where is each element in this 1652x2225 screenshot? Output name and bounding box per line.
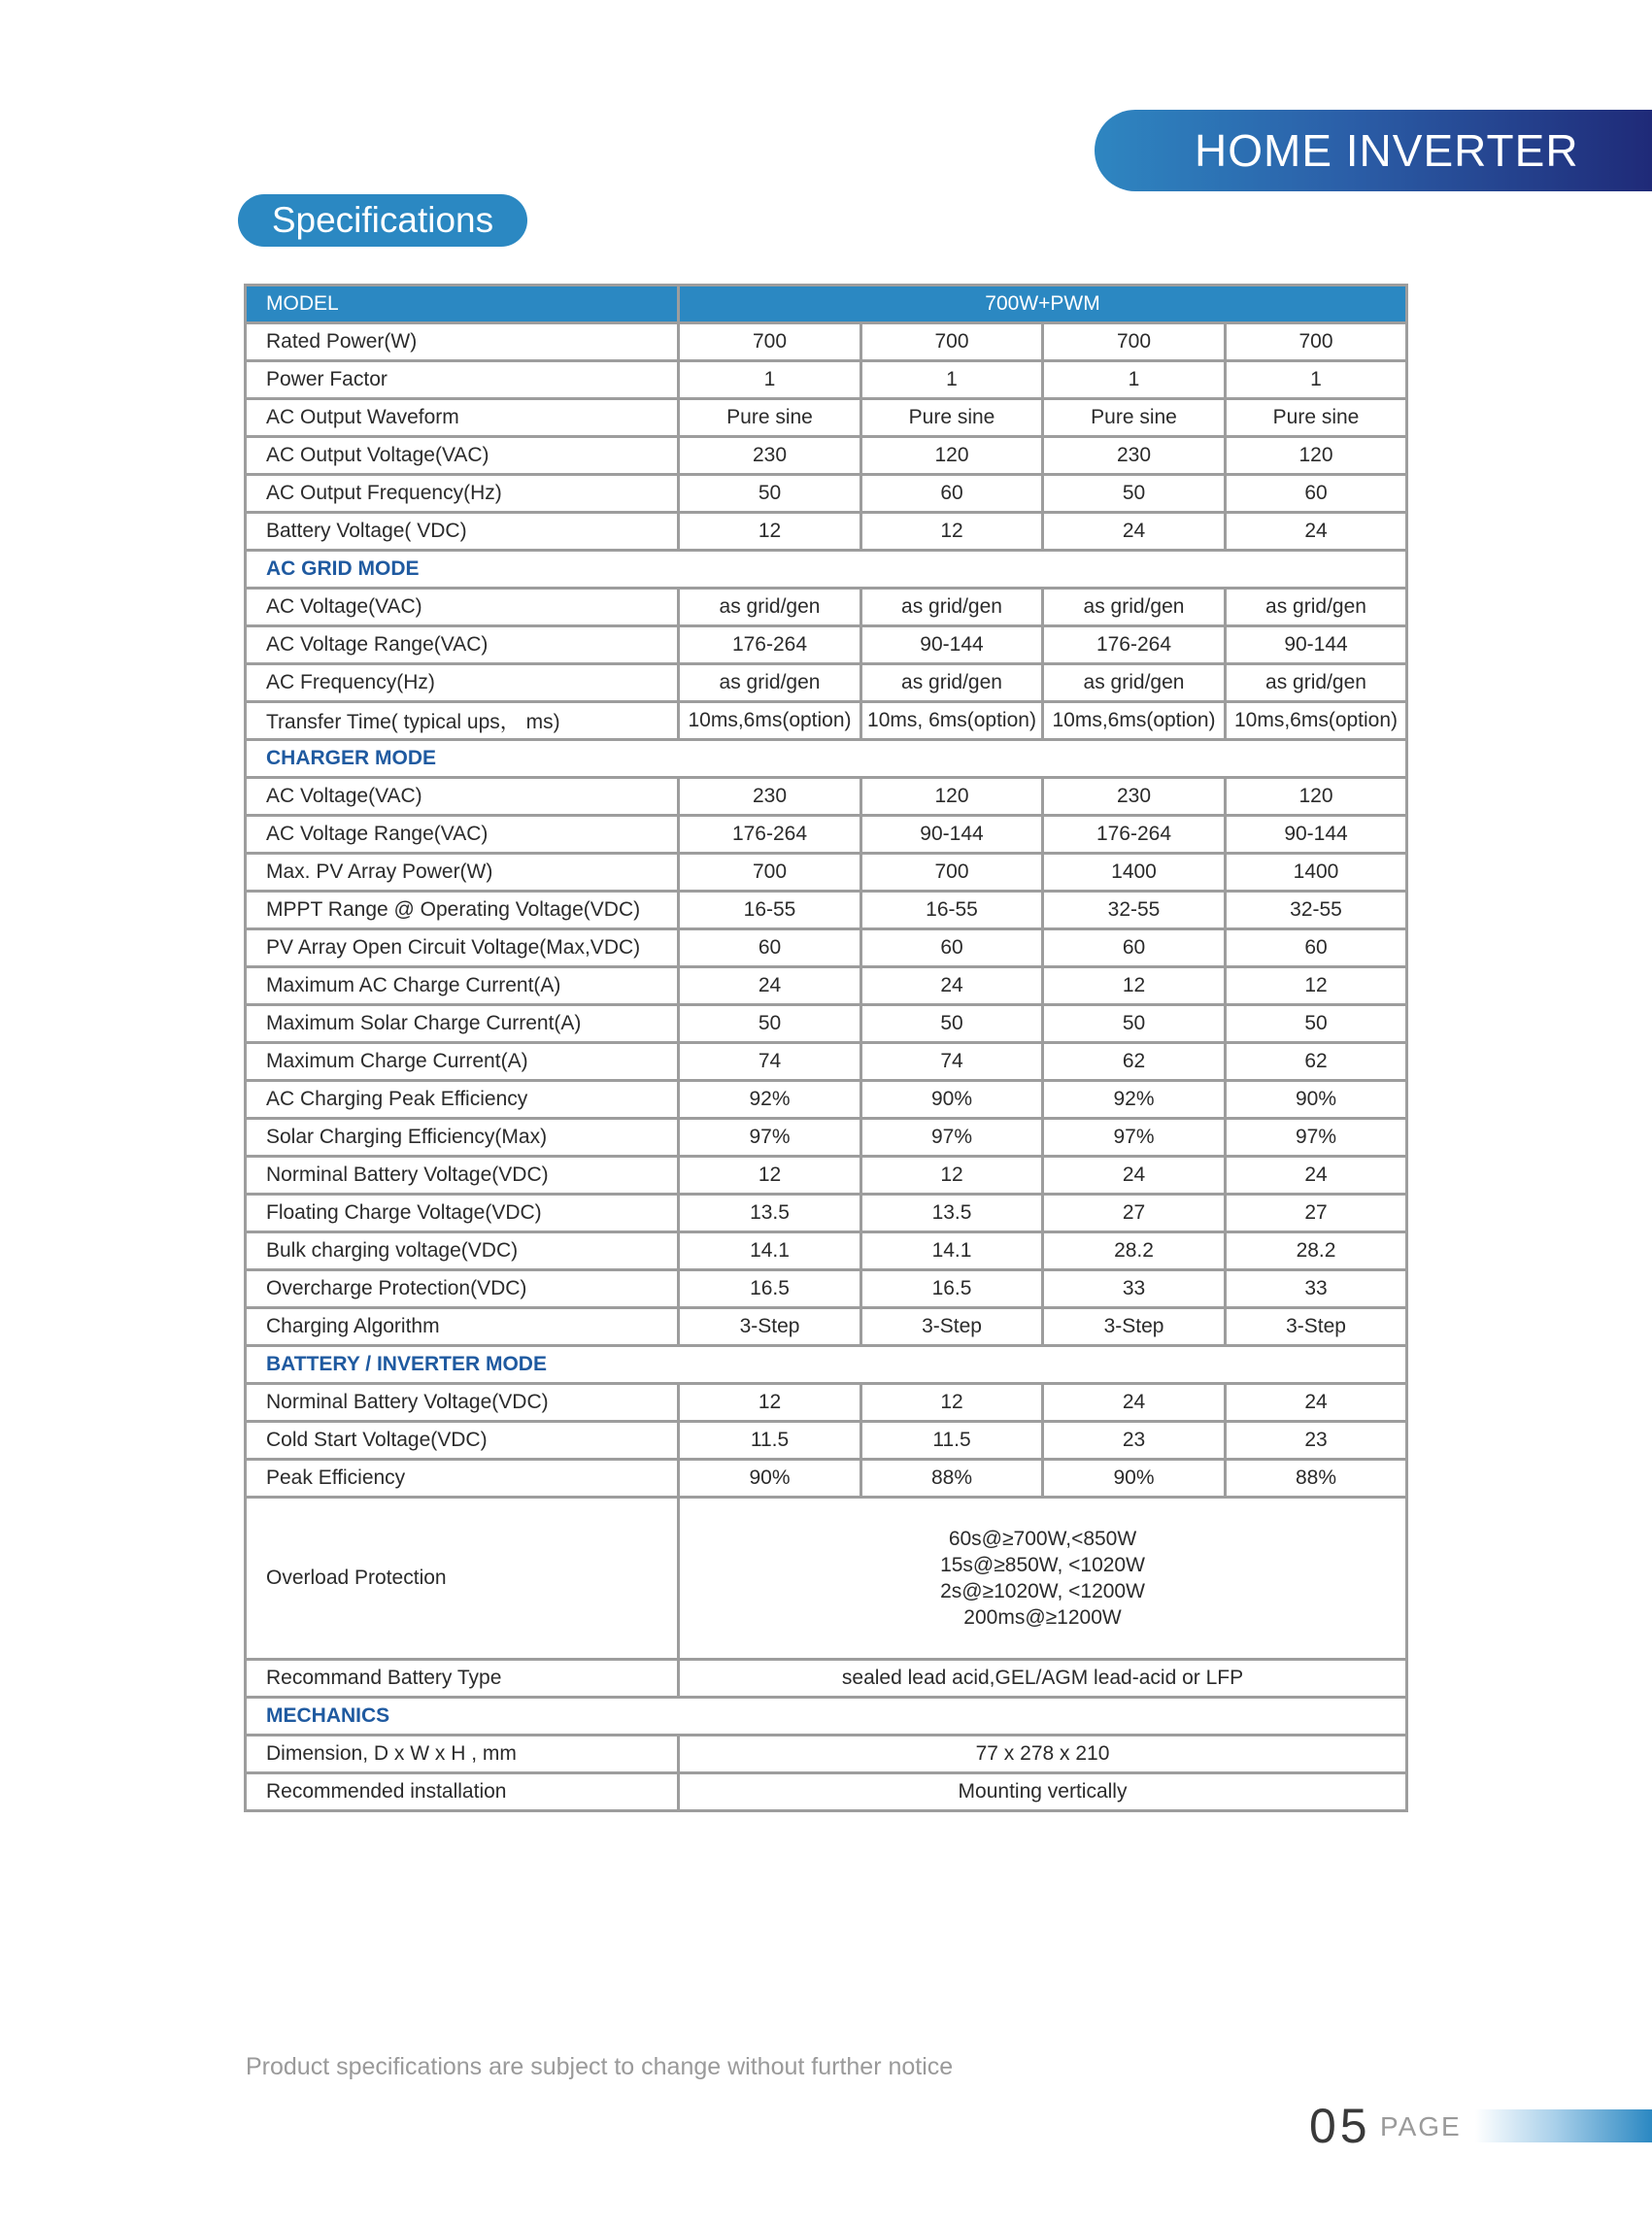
cell-value: 3-Step	[1043, 1308, 1226, 1346]
cell-value: 32-55	[1226, 892, 1407, 929]
cell-value: 60	[1226, 475, 1407, 513]
table-row	[246, 1119, 1407, 1157]
table-row	[246, 778, 1407, 816]
cell-value: as grid/gen	[1226, 664, 1407, 702]
row-label: Transfer Time( typical ups， ms)	[246, 702, 679, 740]
cell-value: 50	[679, 1005, 861, 1043]
cell-value-multiline	[679, 1498, 1407, 1660]
table-row	[246, 1195, 1407, 1232]
header-banner	[1095, 110, 1652, 191]
cell-value: 700	[1043, 323, 1226, 361]
page-label: PAGE	[1380, 2111, 1462, 2141]
cell-value: 12	[679, 513, 861, 551]
cell-value: 230	[679, 778, 861, 816]
cell-value: 14.1	[861, 1232, 1043, 1270]
table-row	[246, 1384, 1407, 1422]
cell-value: 92%	[679, 1081, 861, 1119]
cell-value: 10ms,6ms(option)	[1226, 702, 1407, 740]
cell-value: 50	[679, 475, 861, 513]
cell-value: 12	[679, 1157, 861, 1195]
cell-value: 50	[1226, 1005, 1407, 1043]
cell-value: 23	[1226, 1422, 1407, 1460]
cell-value: 10ms,6ms(option)	[679, 702, 861, 740]
table-row	[246, 626, 1407, 664]
cell-value: 230	[1043, 778, 1226, 816]
row-label: AC Charging Peak Efficiency	[246, 1081, 679, 1119]
cell-value: 62	[1226, 1043, 1407, 1081]
cell-value: as grid/gen	[861, 664, 1043, 702]
cell-value: 90%	[1226, 1081, 1407, 1119]
cell-value: 97%	[679, 1119, 861, 1157]
cell-value: 33	[1226, 1270, 1407, 1308]
cell-value: 50	[861, 1005, 1043, 1043]
row-label: Maximum Solar Charge Current(A)	[246, 1005, 679, 1043]
cell-value: 12	[861, 1157, 1043, 1195]
cell-value: 90%	[679, 1460, 861, 1498]
cell-value: Pure sine	[679, 399, 861, 437]
cell-value: 90-144	[1226, 626, 1407, 664]
cell-value: 1400	[1043, 854, 1226, 892]
model-value: 700W+PWM	[679, 286, 1407, 323]
cell-value: as grid/gen	[679, 664, 861, 702]
cell-value: 11.5	[861, 1422, 1043, 1460]
row-label: AC Voltage Range(VAC)	[246, 816, 679, 854]
table-row	[246, 589, 1407, 626]
row-label: AC Frequency(Hz)	[246, 664, 679, 702]
cell-value: 24	[1226, 1157, 1407, 1195]
cell-value: 3-Step	[1226, 1308, 1407, 1346]
cell-value: 24	[1043, 1384, 1226, 1422]
cell-value: 32-55	[1043, 892, 1226, 929]
section-heading: MECHANICS	[246, 1698, 1407, 1736]
cell-value: 90%	[1043, 1460, 1226, 1498]
table-row	[246, 1081, 1407, 1119]
document-title: HOME INVERTER	[1195, 125, 1579, 176]
row-label: Rated Power(W)	[246, 323, 679, 361]
row-label: Norminal Battery Voltage(VDC)	[246, 1157, 679, 1195]
row-label: Bulk charging voltage(VDC)	[246, 1232, 679, 1270]
cell-value: 1	[1226, 361, 1407, 399]
cell-value: 120	[1226, 778, 1407, 816]
cell-value: 120	[861, 437, 1043, 475]
cell-value: 50	[1043, 475, 1226, 513]
cell-value: 120	[1226, 437, 1407, 475]
cell-value-span: sealed lead acid,GEL/AGM lead-acid or LFP	[679, 1660, 1407, 1698]
cell-value: 12	[1043, 967, 1226, 1005]
cell-value: 12	[1226, 967, 1407, 1005]
cell-value: 700	[679, 323, 861, 361]
cell-value: 97%	[1226, 1119, 1407, 1157]
table-row	[246, 323, 1407, 361]
section-heading: CHARGER MODE	[246, 740, 1407, 778]
page-number: 05	[1309, 2099, 1371, 2153]
row-label: Max. PV Array Power(W)	[246, 854, 679, 892]
table-row	[246, 361, 1407, 399]
cell-value: 11.5	[679, 1422, 861, 1460]
table-row	[246, 1043, 1407, 1081]
cell-value: 33	[1043, 1270, 1226, 1308]
cell-value: 12	[861, 1384, 1043, 1422]
row-label: Cold Start Voltage(VDC)	[246, 1422, 679, 1460]
section-row	[246, 740, 1407, 778]
table-row	[246, 702, 1407, 740]
cell-value: 1400	[1226, 854, 1407, 892]
table-row	[246, 1005, 1407, 1043]
cell-value: 23	[1043, 1422, 1226, 1460]
table-row	[246, 1308, 1407, 1346]
cell-value: 74	[861, 1043, 1043, 1081]
cell-value: 24	[679, 967, 861, 1005]
section-heading: BATTERY / INVERTER MODE	[246, 1346, 1407, 1384]
section-row	[246, 1698, 1407, 1736]
row-label: Overcharge Protection(VDC)	[246, 1270, 679, 1308]
section-title: Specifications	[271, 200, 494, 240]
row-label: AC Output Waveform	[246, 399, 679, 437]
cell-value: 120	[861, 778, 1043, 816]
row-label: Maximum Charge Current(A)	[246, 1043, 679, 1081]
cell-value: 16.5	[861, 1270, 1043, 1308]
cell-value: 16-55	[679, 892, 861, 929]
cell-value: 700	[1226, 323, 1407, 361]
cell-line: 60s@≥700W,<850W	[948, 1528, 1137, 1550]
section-heading: AC GRID MODE	[246, 551, 1407, 589]
cell-value: 74	[679, 1043, 861, 1081]
cell-value: Pure sine	[1043, 399, 1226, 437]
cell-value: Pure sine	[1226, 399, 1407, 437]
cell-value: 24	[861, 967, 1043, 1005]
cell-value: 50	[1043, 1005, 1226, 1043]
cell-value: 60	[861, 475, 1043, 513]
cell-value: 97%	[861, 1119, 1043, 1157]
row-label: Battery Voltage( VDC)	[246, 513, 679, 551]
table-row	[246, 664, 1407, 702]
row-label: Charging Algorithm	[246, 1308, 679, 1346]
cell-value: 60	[1226, 929, 1407, 967]
row-label: Recommand Battery Type	[246, 1660, 679, 1698]
cell-value: 88%	[861, 1460, 1043, 1498]
cell-value: 230	[1043, 437, 1226, 475]
table-row	[246, 854, 1407, 892]
cell-line: 2s@≥1020W, <1200W	[940, 1580, 1145, 1602]
table-row	[246, 1498, 1407, 1660]
cell-value: Pure sine	[861, 399, 1043, 437]
cell-value: 176-264	[679, 626, 861, 664]
cell-value: 176-264	[679, 816, 861, 854]
table-row	[246, 1660, 1407, 1698]
cell-value: 90-144	[1226, 816, 1407, 854]
row-label: Solar Charging Efficiency(Max)	[246, 1119, 679, 1157]
row-label: PV Array Open Circuit Voltage(Max,VDC)	[246, 929, 679, 967]
table-row	[246, 475, 1407, 513]
table-row	[246, 1460, 1407, 1498]
cell-value: 700	[679, 854, 861, 892]
row-label: Power Factor	[246, 361, 679, 399]
cell-value: 1	[679, 361, 861, 399]
cell-value: 16-55	[861, 892, 1043, 929]
specifications-table	[244, 284, 1408, 1812]
cell-value: 13.5	[861, 1195, 1043, 1232]
cell-value: 12	[679, 1384, 861, 1422]
cell-line: 15s@≥850W, <1020W	[940, 1554, 1145, 1576]
cell-value: 700	[861, 854, 1043, 892]
table-row	[246, 1422, 1407, 1460]
cell-value-span: 77 x 278 x 210	[679, 1736, 1407, 1773]
section-row	[246, 551, 1407, 589]
table-row	[246, 967, 1407, 1005]
cell-value: as grid/gen	[1226, 589, 1407, 626]
table-row	[246, 816, 1407, 854]
row-label: Floating Charge Voltage(VDC)	[246, 1195, 679, 1232]
section-row	[246, 1346, 1407, 1384]
cell-value: 3-Step	[679, 1308, 861, 1346]
cell-value: as grid/gen	[861, 589, 1043, 626]
table-row	[246, 513, 1407, 551]
cell-value: as grid/gen	[1043, 589, 1226, 626]
cell-value: 62	[1043, 1043, 1226, 1081]
cell-value: 92%	[1043, 1081, 1226, 1119]
table-row	[246, 1736, 1407, 1773]
cell-value: 27	[1043, 1195, 1226, 1232]
row-label: Overload Protection	[246, 1498, 679, 1660]
cell-value: 1	[1043, 361, 1226, 399]
cell-value: 97%	[1043, 1119, 1226, 1157]
table-row	[246, 1157, 1407, 1195]
table-row	[246, 399, 1407, 437]
cell-value: 1	[861, 361, 1043, 399]
cell-value: 700	[861, 323, 1043, 361]
cell-value: 24	[1226, 1384, 1407, 1422]
cell-value: 60	[861, 929, 1043, 967]
table-row	[246, 1270, 1407, 1308]
cell-value: 24	[1043, 513, 1226, 551]
section-title-pill	[238, 194, 527, 247]
cell-value: 90-144	[861, 626, 1043, 664]
cell-value: as grid/gen	[679, 589, 861, 626]
cell-line: 200ms@≥1200W	[963, 1606, 1122, 1629]
table-row	[246, 929, 1407, 967]
row-label: Norminal Battery Voltage(VDC)	[246, 1384, 679, 1422]
footnote: Product specifications are subject to change without further notice	[246, 2053, 954, 2080]
row-label: AC Voltage(VAC)	[246, 589, 679, 626]
cell-value: as grid/gen	[1043, 664, 1226, 702]
cell-value: 28.2	[1043, 1232, 1226, 1270]
page-accent-bar	[1475, 2109, 1652, 2142]
table-row	[246, 892, 1407, 929]
cell-value: 28.2	[1226, 1232, 1407, 1270]
cell-value: 60	[1043, 929, 1226, 967]
row-label: AC Voltage Range(VAC)	[246, 626, 679, 664]
cell-value: 24	[1043, 1157, 1226, 1195]
cell-value: 230	[679, 437, 861, 475]
cell-value: 176-264	[1043, 816, 1226, 854]
cell-value: 10ms,6ms(option)	[1043, 702, 1226, 740]
cell-value: 24	[1226, 513, 1407, 551]
cell-value: 60	[679, 929, 861, 967]
table-row	[246, 1232, 1407, 1270]
row-label: Recommended installation	[246, 1773, 679, 1811]
cell-value: 16.5	[679, 1270, 861, 1308]
cell-value-span: Mounting vertically	[679, 1773, 1407, 1811]
cell-value: 88%	[1226, 1460, 1407, 1498]
row-label: MPPT Range @ Operating Voltage(VDC)	[246, 892, 679, 929]
cell-value: 14.1	[679, 1232, 861, 1270]
cell-value: 27	[1226, 1195, 1407, 1232]
table-row	[246, 1773, 1407, 1811]
model-label: MODEL	[246, 286, 679, 323]
cell-value: 3-Step	[861, 1308, 1043, 1346]
table-header-row	[246, 286, 1407, 323]
row-label: Maximum AC Charge Current(A)	[246, 967, 679, 1005]
cell-value: 90-144	[861, 816, 1043, 854]
row-label: Dimension, D x W x H , mm	[246, 1736, 679, 1773]
row-label: AC Output Frequency(Hz)	[246, 475, 679, 513]
table-row	[246, 437, 1407, 475]
cell-value: 13.5	[679, 1195, 861, 1232]
row-label: AC Output Voltage(VAC)	[246, 437, 679, 475]
row-label: AC Voltage(VAC)	[246, 778, 679, 816]
cell-value: 176-264	[1043, 626, 1226, 664]
cell-value: 10ms, 6ms(option)	[861, 702, 1043, 740]
cell-value: 12	[861, 513, 1043, 551]
row-label: Peak Efficiency	[246, 1460, 679, 1498]
cell-value: 90%	[861, 1081, 1043, 1119]
